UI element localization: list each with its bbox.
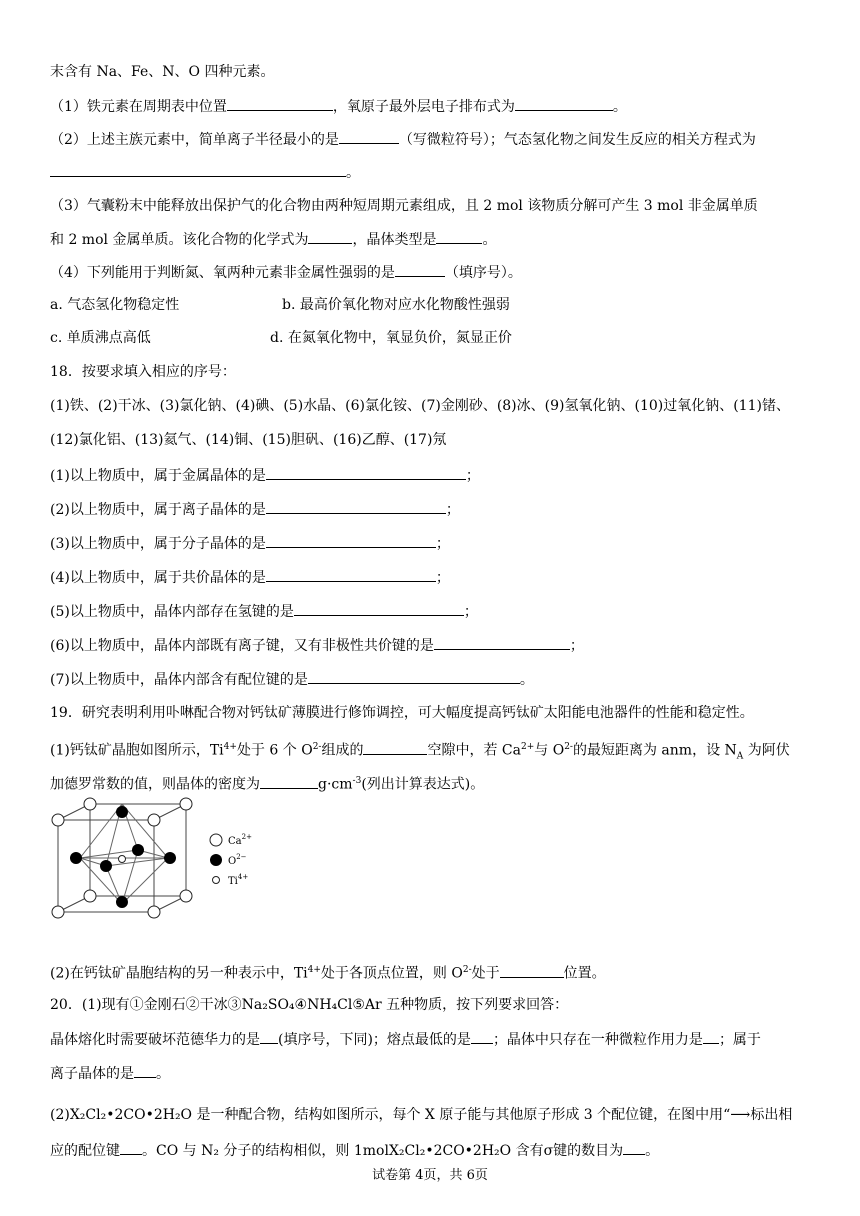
q17-part4: （4）下列能用于判断氮、氧两种元素非金属性强弱的是 （填序号）。	[50, 262, 522, 283]
option-c: c. 单质沸点高低	[50, 330, 151, 346]
q20-part1-line2: 离子晶体的是 。	[50, 1063, 170, 1084]
q19-part2: (2)在钙钛矿晶胞结构的另一种表示中，$Ti^{4+}$处于各顶点位置，则 $O^{2-}$处于 位置。	[50, 960, 606, 984]
answer-blank[interactable]	[363, 740, 427, 755]
option-a: a. 气态氢化物稳定性	[50, 297, 180, 313]
answer-blank[interactable]	[703, 1029, 719, 1044]
answer-blank[interactable]	[436, 229, 482, 244]
option-b: b. 最高价氧化物对应水化物酸性强弱	[282, 297, 510, 313]
q20-part2-line2: 应的配位键 。CO 与 N₂ 分子的结构相似，则 1molX₂Cl₂•2CO•2H₂O 含有σ键的数目为 。	[50, 1140, 659, 1161]
svg-text:Ti4+: $Ti^{4+}$	[228, 873, 249, 887]
answer-blank[interactable]	[500, 963, 564, 978]
answer-blank[interactable]	[339, 129, 399, 144]
q18-sub5: (5)以上物质中，晶体内部存在氢键的是 ；	[50, 601, 478, 622]
q17-intro: 末含有 Na、Fe、N、O 四种元素。	[50, 64, 275, 80]
q18-list-line1: (1)铁、(2)干冰、(3)氯化钠、(4)碘、(5)水晶、(6)氯化铵、(7)金刚砂、(8)冰、(9)氢氧化钠、(10)过氧化钠、(11)锗、	[50, 398, 790, 414]
answer-blank[interactable]	[120, 1140, 142, 1155]
answer-blank[interactable]	[434, 635, 570, 650]
q18-title: 18．按要求填入相应的序号：	[50, 364, 236, 380]
answer-blank[interactable]	[266, 533, 436, 548]
q18-sub2: (2)以上物质中，属于离子晶体的是 ；	[50, 499, 460, 520]
legend	[210, 833, 252, 887]
answer-blank[interactable]	[515, 96, 613, 111]
answer-blank[interactable]	[266, 499, 446, 514]
page-footer: 试卷第 4页，共 6页	[372, 1168, 488, 1183]
answer-blank[interactable]	[266, 567, 436, 582]
answer-blank[interactable]	[260, 774, 318, 789]
q17-part1: （1）铁元素在周期表中位置 ，氧原子最外层电子排布式为 。	[50, 96, 627, 117]
q19-part1-cont: 加德罗常数的值，则晶体的密度为 $g\cdot cm^{-3}$(列出计算表达式)。	[50, 771, 484, 795]
perovskite-unit-cell-figure	[40, 792, 270, 922]
q20-part1-line1: 晶体熔化时需要破坏范德华力的是 (填序号，下同)；熔点最低的是 ；晶体中只存在一种微粒作用力是 ；属于	[50, 1029, 761, 1050]
q18-sub4: (4)以上物质中，属于共价晶体的是 ；	[50, 567, 450, 588]
ti-ion	[119, 856, 126, 863]
answer-blank[interactable]	[623, 1140, 645, 1155]
q17-part3: （3）气囊粉末中能释放出保护气的化合物由两种短周期元素组成，且 2 mol 该物质分解可产生 3 mol 非金属单质	[50, 198, 758, 214]
svg-text:O2−: $O^{2-}$	[228, 853, 247, 867]
answer-blank[interactable]	[227, 96, 333, 111]
q18-sub3: (3)以上物质中，属于分子晶体的是 ；	[50, 533, 450, 554]
answer-blank[interactable]	[471, 1029, 493, 1044]
q17-part2-cont: 。	[50, 162, 360, 183]
answer-blank[interactable]	[50, 162, 346, 177]
answer-blank[interactable]	[134, 1063, 156, 1078]
q17-part2: （2）上述主族元素中，简单离子半径最小的是 （写微粒符号）；气态氢化物之间发生反应的相关方程式为	[50, 129, 756, 150]
answer-blank[interactable]	[395, 262, 445, 277]
answer-blank[interactable]	[308, 229, 352, 244]
answer-blank[interactable]	[260, 1029, 278, 1044]
svg-text:Ca2+: $Ca^{2+}$	[228, 833, 252, 847]
q18-sub7: (7)以上物质中，晶体内部含有配位键的是 。	[50, 669, 534, 690]
q18-sub6: (6)以上物质中，晶体内部既有离子键，又有非极性共价键的是 ；	[50, 635, 584, 656]
answer-blank[interactable]	[266, 465, 466, 480]
option-d: d. 在氮氧化物中，氧显负价，氮显正价	[270, 330, 512, 346]
q20-title: 20．(1)现有①金刚石②干冰③Na₂SO₄④NH₄Cl⑤Ar 五种物质，按下列要求回答：	[50, 997, 569, 1013]
answer-blank[interactable]	[308, 669, 520, 684]
q17-part3-cont: 和 2 mol 金属单质。该化合物的化学式为 ，晶体类型是 。	[50, 229, 496, 250]
q20-part2-line1: (2)X₂Cl₂•2CO•2H₂O 是一种配合物，结构如图所示，每个 X 原子能与其他原子形成 3 个配位键，在图中用“⟶标出相	[50, 1107, 793, 1123]
answer-blank[interactable]	[294, 601, 464, 616]
q19-part1: (1)钙钛矿晶胞如图所示，$Ti^{4+}$处于 6 个 $O^{2-}$组成的 空隙中，若 $Ca^{2+}$与 $O^{2-}$的最短距离为 anm，设 $N_A$ 为阿伏	[50, 737, 790, 766]
q19-title: 19．研究表明利用卟啉配合物对钙钛矿薄膜进行修饰调控，可大幅度提高钙钛矿太阳能电池器件的性能和稳定性。	[50, 705, 754, 721]
q18-sub1: (1)以上物质中，属于金属晶体的是 ；	[50, 465, 480, 486]
q18-list-line2: (12)氯化铝、(13)氦气、(14)铜、(15)胆矾、(16)乙醇、(17)氖	[50, 432, 447, 448]
